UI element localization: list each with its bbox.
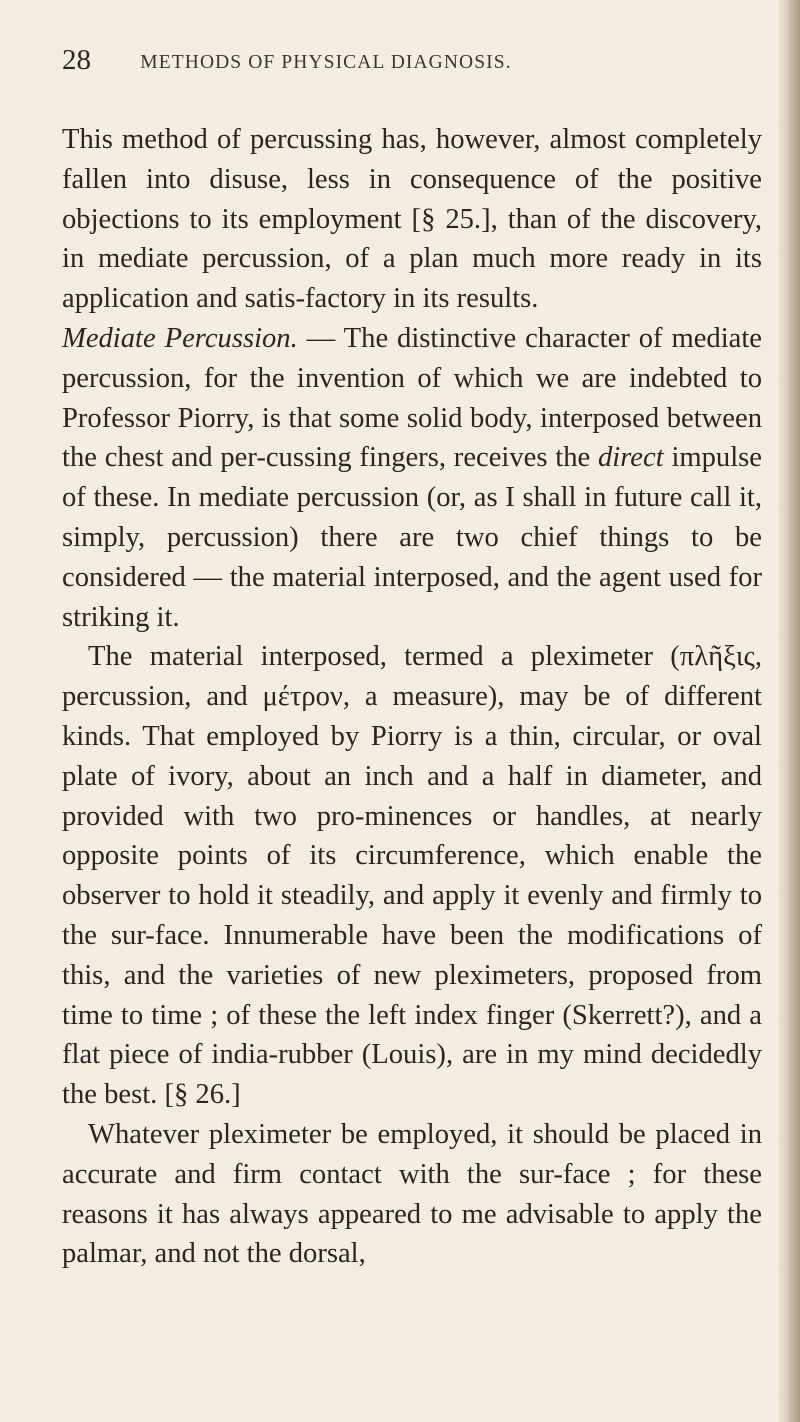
paragraph-1 [62, 120, 762, 319]
section-heading-mediate-percussion: Mediate Percussion. [62, 322, 298, 354]
paragraph-2 [62, 319, 762, 637]
page-number: 28 [62, 44, 91, 76]
paragraph-4-text: Whatever pleximeter be employed, it should be placed in accurate and firm contact with the sur-face ; for these reasons it has always appeared to me advisable to apply the palmar, and not the dorsal, [62, 1118, 762, 1270]
running-title: METHODS OF PHYSICAL DIAGNOSIS. [140, 52, 512, 73]
page-header [62, 44, 762, 84]
paragraph-2-text-a: — The distinctive character of mediate percussion, for the invention of which we are indebted to Professor Piorry, is that some solid body, interposed between the chest and per-cussing fingers, receives the [62, 322, 762, 474]
paragraph-3 [62, 637, 762, 1115]
paragraph-2-text-b: impulse of these. In mediate percussion (or, as I shall in future call it, simply, percussion) there are two chief things to be considered — the material interposed, and the agent used for striking it. [62, 442, 762, 633]
paragraph-4 [62, 1115, 762, 1274]
paragraph-3-text: The material interposed, termed a pleximeter (πλῆξις, percussion, and μέτρον, a measure), may be of different kinds. That employed by Piorry is a thin, circular, or oval plate of ivory, about an inch and a half in diameter, and provided with two pro-minences or handles, at nearly opposite points of its circumference, which enable the observer to hold it steadily, and apply it evenly and firmly to the sur-face. Innumerable have been the modifications of this, and the varieties of new pleximeters, proposed from time to time ; of these the left index finger (Skerrett?), and a flat piece of india-rubber (Louis), are in my mind decidedly the best. [§ 26.] [62, 641, 762, 1111]
paragraph-1-text: This method of percussing has, however, almost completely fallen into disuse, less in consequence of the positive objections to its employment [§ 25.], than of the discovery, in mediate percussion, of a plan much more ready in its application and satis-factory in its results. [62, 124, 762, 315]
page-edge-shadow [778, 0, 800, 1422]
body-text [62, 120, 762, 1274]
emphasis-direct: direct [598, 442, 664, 474]
